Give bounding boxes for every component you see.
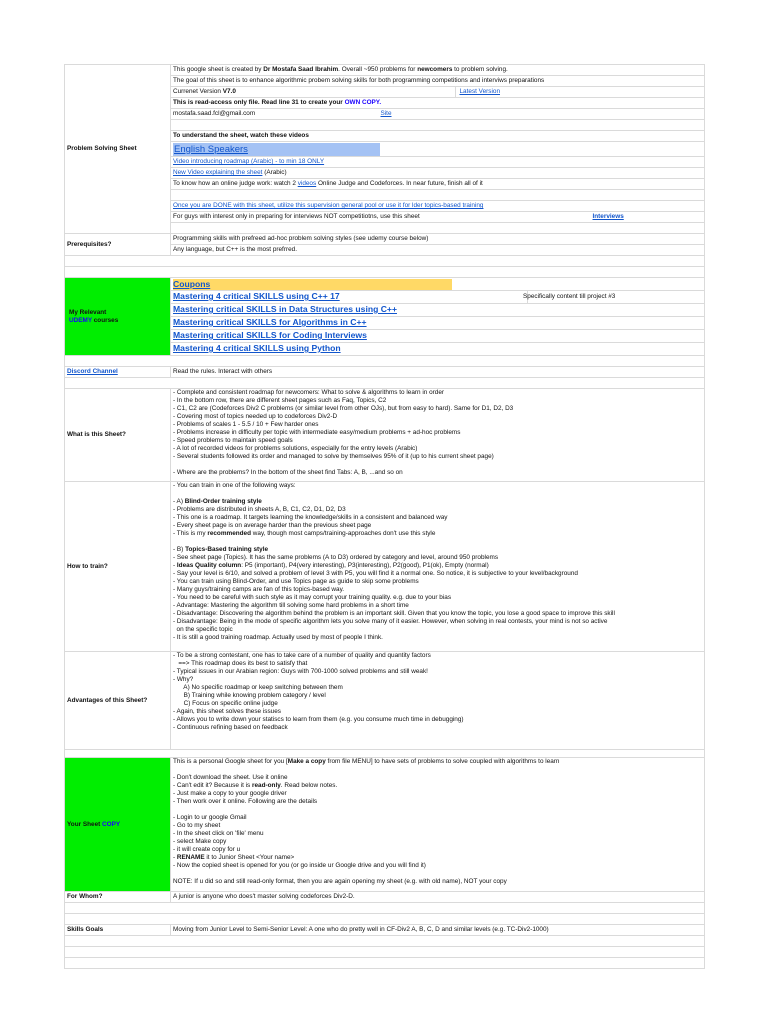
udemy-label-courses: courses <box>91 316 119 324</box>
readonly-text: This is read-access only file. Read line 31 to create your <box>173 99 345 106</box>
discord-channel-link[interactable]: Discord Channel <box>67 368 118 375</box>
advantages-line: A) No specific roadmap or keep switching between them <box>173 684 343 691</box>
video-roadmap-link[interactable]: Video introducing roadmap (Arabic) - to min 18 ONLY <box>173 158 325 165</box>
video-explaining-link[interactable]: New Video explaining the sheet <box>173 169 263 176</box>
version-prefix: Currenet Version <box>173 88 223 95</box>
judge-cell <box>171 179 705 190</box>
site-link[interactable]: Site <box>380 110 392 117</box>
advantages-line: - To be a strong contestant, one has to take care of a number of quality and quantity factors <box>173 652 431 659</box>
video-explaining-suffix: (Arabic) <box>262 169 287 176</box>
train-intro: - You can train in one of the following ways: <box>173 482 296 489</box>
judge-suffix: Online Judge and Codeforces. In near future, finish all of it <box>316 180 483 187</box>
what-is-line: - Problems of scales 1 - 5.5 / 10 + Few harder ones <box>173 421 319 428</box>
coupons-link[interactable]: Coupons <box>173 279 452 290</box>
own-copy-text: OWN COPY. <box>344 99 382 106</box>
created-by-text: This google sheet is created by <box>173 66 264 73</box>
course-link-data-structures[interactable]: Mastering critical SKILLS in Data Structures using C++ <box>173 304 397 314</box>
author-email: mostafa.saad.fcl@gmail.com <box>173 110 256 117</box>
advantages-line: - Continuous refining based on feedback <box>173 724 288 731</box>
train-a-line: - Every sheet page is on average harder than the previous sheet page <box>173 522 372 529</box>
train-a-recommended: - This is my recommended way, though most camps/training-approaches don't use this style <box>173 530 436 537</box>
advantages-line: - Typical issues in our Arabian region: Guys with 700-1000 solved problems and still weak! <box>173 668 428 675</box>
advantages-label: Advantages of this Sheet? <box>65 652 171 750</box>
what-is-line: - Problems increase in difficulty per topic with intermediate easy/medium problems + ad-hoc problems <box>173 429 461 436</box>
english-speakers-link[interactable]: English Speakers <box>173 143 380 156</box>
created-by-cell <box>171 65 705 76</box>
udemy-label-udemy: UDEMY <box>69 316 92 324</box>
what-is-line: - Several students followed its order and managed to solve by themselves 95% of it (up to his current sheet page) <box>173 453 494 460</box>
advantages-line: ==> This roadmap does its best to satisfy that <box>173 660 308 667</box>
what-is-line: - Where are the problems? In the bottom of the sheet find Tabs: A, B, ...and so on <box>173 469 403 476</box>
udemy-label-line1: My Relevant <box>69 308 107 316</box>
what-is-content <box>171 389 705 482</box>
what-is-line: - C1, C2 are (Codeforces Div2 C problems (or similar level from other OJs), but from easy to hard). Same for D1, D2, D3 <box>173 405 514 412</box>
train-b-line: - You need to be careful with such style as it may corrupt your training quality. e.g. due to your bias <box>173 594 452 601</box>
created-suffix-text: to problem solving. <box>452 66 508 73</box>
sheet-grid <box>64 64 705 969</box>
train-b-line: - Disadvantage: Being in the mode of specific algorithm lets you solve many of it easier. However, when solving in real contests, your mind is not so active <box>173 618 608 625</box>
train-b-line: - You can train using Blind-Order, and use Topics page as guide to skip some problems <box>173 578 419 585</box>
newcomers-text: newcomers <box>417 66 453 73</box>
course-link-python[interactable]: Mastering 4 critical SKILLS using Python <box>173 343 341 353</box>
copy-step: - Now the copied sheet is opened for you (or go inside ur Google drive and you will find it) <box>173 862 426 869</box>
train-a-line: - Problems are distributed in sheets A, B, C1, C2, D1, D2, D3 <box>173 506 346 513</box>
how-to-train-content <box>171 482 705 652</box>
train-b-line: - Disadvantage: Discovering the algorithm behind the problem is an important skill. Given that you know the topic, you lose a good space to improve this skill <box>173 610 615 617</box>
copy-rename: - RENAME it to Junior Sheet <Your name> <box>173 854 295 861</box>
advantages-line: - Again, this sheet solves these issues <box>173 708 281 715</box>
train-b-line: - Many guys/training camps are fan of this topics-based way. <box>173 586 345 593</box>
prerequisites-label: Prerequisites? <box>65 234 171 256</box>
english-speakers-cell <box>171 142 705 157</box>
copy-line: - Then work over it online. Following are the details <box>173 798 318 805</box>
what-is-label: What is this Sheet? <box>65 389 171 482</box>
train-b-quality: - Ideas Quality column: P5 (important), P4(very interesting), P3(interesting), P2(good), P1(ok), Empty (normal) <box>173 562 489 569</box>
skills-goals-text: Moving from Junior Level to Semi-Senior Level: A one who do pretty well in CF-Div2 A, B, C, D and similar levels (e.g. TC-Div2-1000) <box>171 925 705 936</box>
your-copy-label: Your Sheet COPY <box>65 758 171 892</box>
what-is-line <box>173 461 702 469</box>
train-b-line: on the specific topic <box>173 626 233 633</box>
copy-step: - it will create copy for u <box>173 846 241 853</box>
copy-note: NOTE: If u did so and still read-only format, then you are again opening my sheet (e.g. with old name), NOT your copy <box>173 878 507 885</box>
course-link-cpp17[interactable]: Mastering 4 critical SKILLS using C++ 17 <box>173 291 340 301</box>
prereq-line-2: Any language, but C++ is the most prefrred. <box>171 245 705 256</box>
email-cell <box>171 109 705 120</box>
udemy-note: Specifically content till project #3 <box>521 291 698 304</box>
version-cell: Currenet Version V7.0 Latest Version <box>171 87 456 98</box>
what-is-line: - Speed problems to maintain speed goals <box>173 437 293 444</box>
udemy-label <box>65 278 171 356</box>
how-to-train-label: How to train? <box>65 482 171 652</box>
train-b-line: - See sheet page (Topics). It has the same problems (A to D3) ordered by category and level, around 950 problems <box>173 554 499 561</box>
skills-goals-label: Skills Goals <box>65 925 171 936</box>
copy-line: - Don't download the sheet. Use it online <box>173 774 288 781</box>
problem-solving-label: Problem Solving Sheet <box>65 65 171 234</box>
advantages-content <box>171 652 705 750</box>
done-pool-link[interactable]: Once you are DONE with this sheet, utilize this supervision general pool or use it for lder topics-based training <box>173 202 484 209</box>
train-b-heading: - B) Topics-Based training style <box>173 546 269 553</box>
train-b-line: - Advantage: Mastering the algorithm till solving some hard problems in a short time <box>173 602 409 609</box>
copy-step: - select Make copy <box>173 838 227 845</box>
interview-text: For guys with interest only in preparing for interviews NOT competitiotns, use this sheet <box>173 213 420 220</box>
advantages-line: C) Focus on specific online judge <box>173 700 278 707</box>
for-whom-text: A junior is anyone who does't master solving codeforces Div2-D. <box>171 892 705 903</box>
course-link-algorithms[interactable]: Mastering critical SKILLS for Algorithms in C++ <box>173 317 367 327</box>
what-is-line: - A lot of recorded videos for problems solutions, especially for the entry levels (Arabic) <box>173 445 418 452</box>
for-whom-label: For Whom? <box>65 892 171 903</box>
understand-text: To understand the sheet, watch these videos <box>171 131 705 142</box>
copy-step: - Go to my sheet <box>173 822 221 829</box>
what-is-line: - In the bottom row, there are different sheet pages such as Faq, Topics, C2 <box>173 397 387 404</box>
discord-text: Read the rules. Interact with others <box>171 367 705 378</box>
judge-prefix: To know how an online judge work: watch 2 <box>173 180 298 187</box>
your-copy-content <box>171 758 705 892</box>
copy-intro: This is a personal Google sheet for you [Make a copy from file MENU] to have sets of problems to solve coupled with algorithms to learn <box>173 758 560 765</box>
created-mid-text: . Overall ~950 problems for <box>338 66 418 73</box>
version-number: V7.0 <box>222 88 236 95</box>
prereq-line-1: Programming skills with prefreed ad-hoc problem solving styles (see udemy course below) <box>171 234 705 245</box>
author-name: Dr Mostafa Saad Ibrahim <box>263 66 339 73</box>
advantages-line: B) Training while knowing problem category / level <box>173 692 326 699</box>
copy-step: - Login to ur google Gmail <box>173 814 247 821</box>
train-a-heading: - A) Blind-Order training style <box>173 498 262 505</box>
judge-videos-link[interactable]: videos <box>297 180 317 187</box>
train-a-line: - This one is a roadmap. It targets learning the knowledge/skills in a consistent and balanced way <box>173 514 448 521</box>
readonly-cell <box>171 98 705 109</box>
train-b-line: - Say your level is 6/10, and solved a problem of level 3 with P5, you will find it a normal one. So notice, it is subjective to your level/background <box>173 570 578 577</box>
advantages-line: - Allows you to write down your statiscs to learn from them (e.g. you consume much time in debugging) <box>173 716 464 723</box>
train-b-line: - It is still a good training roadmap. Actually used by most of people I think. <box>173 634 383 641</box>
what-is-line: - Complete and consistent roadmap for newcomers: What to solve & algorithms to learn in order <box>173 389 445 396</box>
course-link-interviews[interactable]: Mastering critical SKILLS for Coding Interviews <box>173 330 367 340</box>
interviews-link[interactable]: Interviews <box>592 213 624 220</box>
advantages-line: - Why? <box>173 676 194 683</box>
goal-text: The goal of this sheet is to enhance algorithmic probem solving skills for both programming competitions and interviws preparations <box>171 76 705 87</box>
copy-word: COPY <box>102 820 121 828</box>
interview-cell <box>171 212 705 223</box>
copy-step: - In the sheet click on 'file' menu <box>173 830 264 837</box>
copy-cant-edit: - Can't edit it? Because it is read-only. Read below notes. <box>173 782 338 789</box>
copy-line: - Just make a copy to your google driver <box>173 790 287 797</box>
what-is-line: - Covering most of topics needed up to codeforces Div2-D <box>173 413 338 420</box>
